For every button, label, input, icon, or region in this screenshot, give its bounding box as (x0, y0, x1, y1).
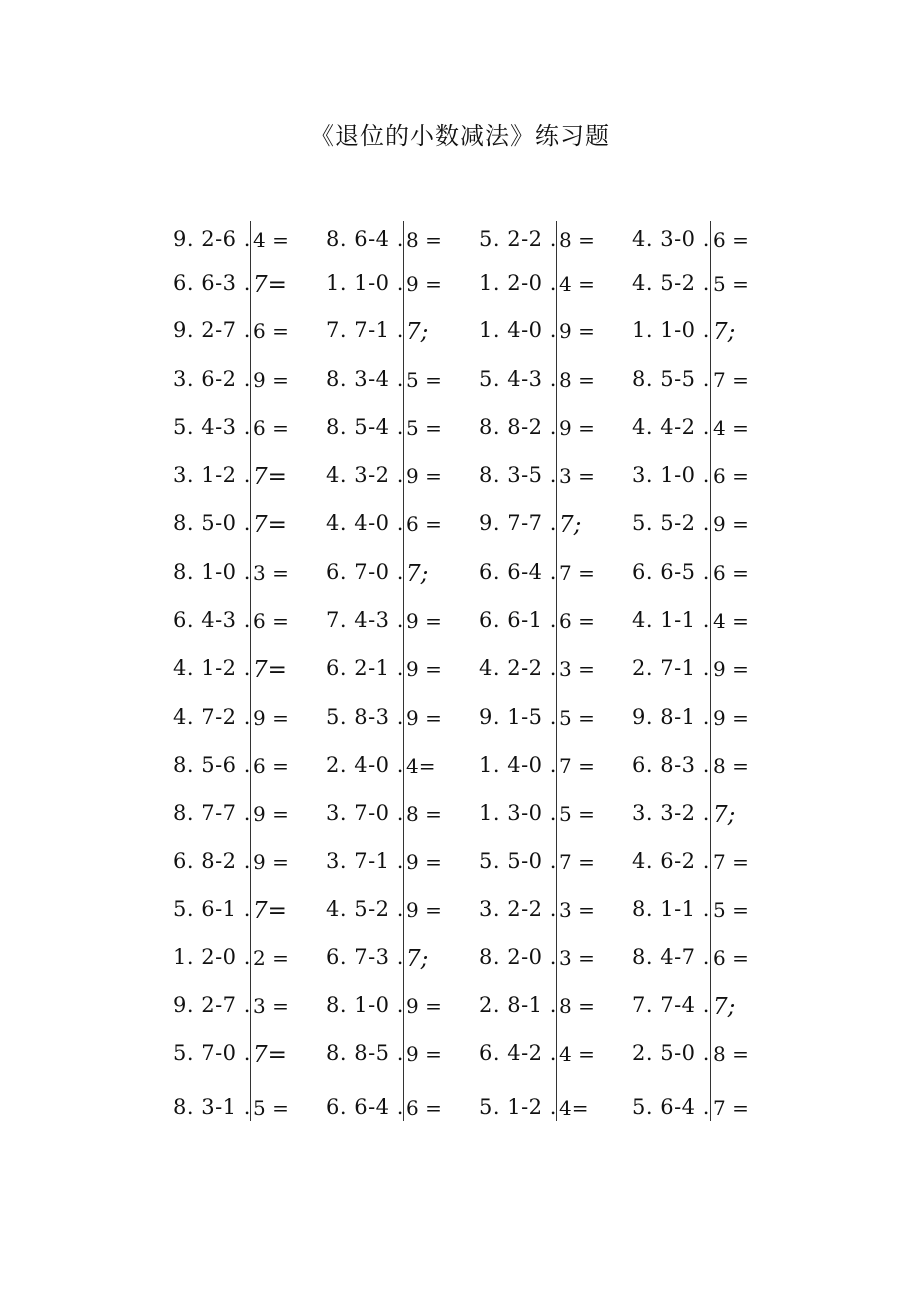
problem-expression: 4. 3-0 . (632, 227, 710, 251)
problem-answer-digit: 5 = (559, 706, 595, 730)
problem-expression: 8. 4-7 . (632, 945, 710, 969)
problem-expression: 5. 4-3 . (173, 415, 251, 439)
problem-answer-digit: 7= (253, 898, 287, 924)
problem-answer-digit: 7= (253, 512, 287, 538)
problem-expression: 4. 1-2 . (173, 656, 251, 680)
problem-expression: 4. 3-2 . (326, 463, 404, 487)
problem-expression: 1. 1-0 . (326, 271, 404, 295)
problem-answer-digit: 9 = (253, 850, 289, 874)
problem-expression: 9. 7-7 . (479, 511, 557, 535)
problem-answer-digit: 5 = (406, 416, 442, 440)
problem-answer-digit: 8 = (713, 754, 749, 778)
page-title: 《退位的小数减法》练习题 (310, 122, 610, 150)
problem-expression: 5. 1-2 . (479, 1095, 557, 1119)
problem-expression: 6. 8-3 . (632, 753, 710, 777)
problem-expression: 3. 7-0 . (326, 801, 404, 825)
problem-expression: 5. 4-3 . (479, 367, 557, 391)
problem-expression: 8. 5-6 . (173, 753, 251, 777)
problem-answer-digit: 4= (406, 754, 436, 778)
problem-answer-digit: 7= (253, 1042, 287, 1068)
problem-answer-digit: 6 = (253, 416, 289, 440)
problem-answer-digit: 9 = (406, 994, 442, 1018)
problem-answer-digit: 6 = (713, 228, 749, 252)
problem-answer-digit: 6 = (253, 609, 289, 633)
problem-expression: 5. 2-2 . (479, 227, 557, 251)
problem-expression: 1. 3-0 . (479, 801, 557, 825)
problem-answer-digit: 8 = (713, 1042, 749, 1066)
problem-expression: 6. 4-2 . (479, 1041, 557, 1065)
problem-expression: 4. 1-1 . (632, 608, 710, 632)
problem-expression: 6. 6-3 . (173, 271, 251, 295)
problem-expression: 4. 5-2 . (632, 271, 710, 295)
problem-answer-digit: 7 = (713, 1096, 749, 1120)
problem-answer-digit: 9 = (253, 368, 289, 392)
problem-answer-digit: 7 = (559, 754, 595, 778)
problem-answer-digit: 4 = (253, 228, 289, 252)
problem-answer-digit: 9 = (253, 706, 289, 730)
problem-answer-digit: 9 = (713, 657, 749, 681)
problem-expression: 8. 1-1 . (632, 897, 710, 921)
column-divider (710, 221, 711, 1121)
problem-expression: 6. 4-3 . (173, 608, 251, 632)
problem-expression: 8. 8-2 . (479, 415, 557, 439)
problem-answer-digit: 7; (713, 994, 736, 1020)
problem-answer-digit: 9 = (406, 850, 442, 874)
problem-answer-digit: 9 = (559, 319, 595, 343)
problem-expression: 8. 3-4 . (326, 367, 404, 391)
problem-expression: 1. 1-0 . (632, 318, 710, 342)
problem-expression: 5. 6-4 . (632, 1095, 710, 1119)
problem-expression: 3. 7-1 . (326, 849, 404, 873)
problem-expression: 3. 1-2 . (173, 463, 251, 487)
problem-expression: 1. 2-0 . (479, 271, 557, 295)
problem-answer-digit: 6 = (713, 946, 749, 970)
problem-answer-digit: 7; (713, 802, 736, 828)
problem-answer-digit: 9 = (406, 898, 442, 922)
problem-answer-digit: 9 = (406, 1042, 442, 1066)
problem-answer-digit: 8 = (559, 368, 595, 392)
problem-answer-digit: 7= (253, 657, 287, 683)
problem-expression: 3. 2-2 . (479, 897, 557, 921)
problem-answer-digit: 9 = (406, 609, 442, 633)
problem-expression: 8. 3-1 . (173, 1095, 251, 1119)
problem-expression: 6. 6-4 . (326, 1095, 404, 1119)
problem-expression: 8. 8-5 . (326, 1041, 404, 1065)
problem-answer-digit: 7 = (713, 368, 749, 392)
problem-answer-digit: 5 = (713, 272, 749, 296)
problem-answer-digit: 7; (559, 512, 582, 538)
problem-expression: 3. 1-0 . (632, 463, 710, 487)
problem-answer-digit: 9 = (406, 657, 442, 681)
problem-expression: 3. 3-2 . (632, 801, 710, 825)
problem-expression: 9. 2-7 . (173, 993, 251, 1017)
problem-answer-digit: 6 = (713, 561, 749, 585)
problem-answer-digit: 3 = (559, 464, 595, 488)
problem-expression: 8. 6-4 . (326, 227, 404, 251)
problem-expression: 3. 6-2 . (173, 367, 251, 391)
problem-expression: 7. 7-1 . (326, 318, 404, 342)
problem-expression: 6. 6-5 . (632, 560, 710, 584)
problem-answer-digit: 9 = (406, 272, 442, 296)
problem-answer-digit: 4= (559, 1096, 589, 1120)
problem-expression: 9. 2-7 . (173, 318, 251, 342)
problem-expression: 6. 7-3 . (326, 945, 404, 969)
problem-answer-digit: 4 = (559, 272, 595, 296)
problem-expression: 6. 6-4 . (479, 560, 557, 584)
problem-answer-digit: 4 = (713, 609, 749, 633)
problem-answer-digit: 8 = (406, 802, 442, 826)
problem-expression: 5. 7-0 . (173, 1041, 251, 1065)
problem-answer-digit: 8 = (559, 228, 595, 252)
problem-expression: 2. 5-0 . (632, 1041, 710, 1065)
problem-answer-digit: 3 = (253, 561, 289, 585)
problem-answer-digit: 5 = (253, 1096, 289, 1120)
problem-answer-digit: 6 = (253, 319, 289, 343)
problem-expression: 4. 4-0 . (326, 511, 404, 535)
problem-expression: 5. 8-3 . (326, 705, 404, 729)
problem-expression: 9. 8-1 . (632, 705, 710, 729)
problem-expression: 8. 5-0 . (173, 511, 251, 535)
problem-answer-digit: 7 = (713, 850, 749, 874)
problem-expression: 9. 1-5 . (479, 705, 557, 729)
problem-expression: 8. 5-5 . (632, 367, 710, 391)
problem-answer-digit: 6 = (406, 512, 442, 536)
problem-answer-digit: 7= (253, 464, 287, 490)
problem-expression: 4. 2-2 . (479, 656, 557, 680)
problem-answer-digit: 7; (713, 319, 736, 345)
problem-answer-digit: 3 = (559, 657, 595, 681)
problem-answer-digit: 9 = (253, 802, 289, 826)
problem-answer-digit: 9 = (713, 706, 749, 730)
problem-expression: 8. 5-4 . (326, 415, 404, 439)
problem-expression: 8. 3-5 . (479, 463, 557, 487)
problem-answer-digit: 4 = (559, 1042, 595, 1066)
problem-answer-digit: 7 = (559, 561, 595, 585)
problem-answer-digit: 7; (406, 561, 429, 587)
problem-expression: 6. 7-0 . (326, 560, 404, 584)
problem-expression: 9. 2-6 . (173, 227, 251, 251)
problem-answer-digit: 5 = (713, 898, 749, 922)
problem-expression: 5. 5-0 . (479, 849, 557, 873)
problem-answer-digit: 2 = (253, 946, 289, 970)
problem-answer-digit: 9 = (406, 464, 442, 488)
problem-answer-digit: 6 = (559, 609, 595, 633)
problem-answer-digit: 7= (253, 272, 287, 298)
problem-expression: 6. 8-2 . (173, 849, 251, 873)
problem-answer-digit: 5 = (406, 368, 442, 392)
problem-expression: 4. 5-2 . (326, 897, 404, 921)
problem-answer-digit: 3 = (559, 946, 595, 970)
problem-expression: 4. 4-2 . (632, 415, 710, 439)
problem-expression: 1. 2-0 . (173, 945, 251, 969)
problem-expression: 2. 7-1 . (632, 656, 710, 680)
problem-answer-digit: 9 = (713, 512, 749, 536)
problem-answer-digit: 7 = (559, 850, 595, 874)
problem-answer-digit: 5 = (559, 802, 595, 826)
problem-expression: 4. 7-2 . (173, 705, 251, 729)
problem-expression: 8. 1-0 . (173, 560, 251, 584)
problem-expression: 8. 7-7 . (173, 801, 251, 825)
problem-answer-digit: 3 = (253, 994, 289, 1018)
problem-answer-digit: 4 = (713, 416, 749, 440)
problem-answer-digit: 9 = (406, 706, 442, 730)
problem-answer-digit: 6 = (253, 754, 289, 778)
problem-expression: 7. 7-4 . (632, 993, 710, 1017)
problem-answer-digit: 8 = (406, 228, 442, 252)
problem-expression: 6. 2-1 . (326, 656, 404, 680)
problem-answer-digit: 3 = (559, 898, 595, 922)
problem-answer-digit: 9 = (559, 416, 595, 440)
problem-expression: 8. 1-0 . (326, 993, 404, 1017)
problem-expression: 6. 6-1 . (479, 608, 557, 632)
problem-expression: 2. 4-0 . (326, 753, 404, 777)
problem-expression: 5. 6-1 . (173, 897, 251, 921)
problem-answer-digit: 6 = (406, 1096, 442, 1120)
problem-expression: 1. 4-0 . (479, 318, 557, 342)
problem-expression: 7. 4-3 . (326, 608, 404, 632)
problem-expression: 2. 8-1 . (479, 993, 557, 1017)
problem-expression: 5. 5-2 . (632, 511, 710, 535)
problem-answer-digit: 6 = (713, 464, 749, 488)
problem-expression: 4. 6-2 . (632, 849, 710, 873)
problem-answer-digit: 7; (406, 946, 429, 972)
problem-answer-digit: 8 = (559, 994, 595, 1018)
problem-expression: 8. 2-0 . (479, 945, 557, 969)
problem-answer-digit: 7; (406, 319, 429, 345)
problem-expression: 1. 4-0 . (479, 753, 557, 777)
